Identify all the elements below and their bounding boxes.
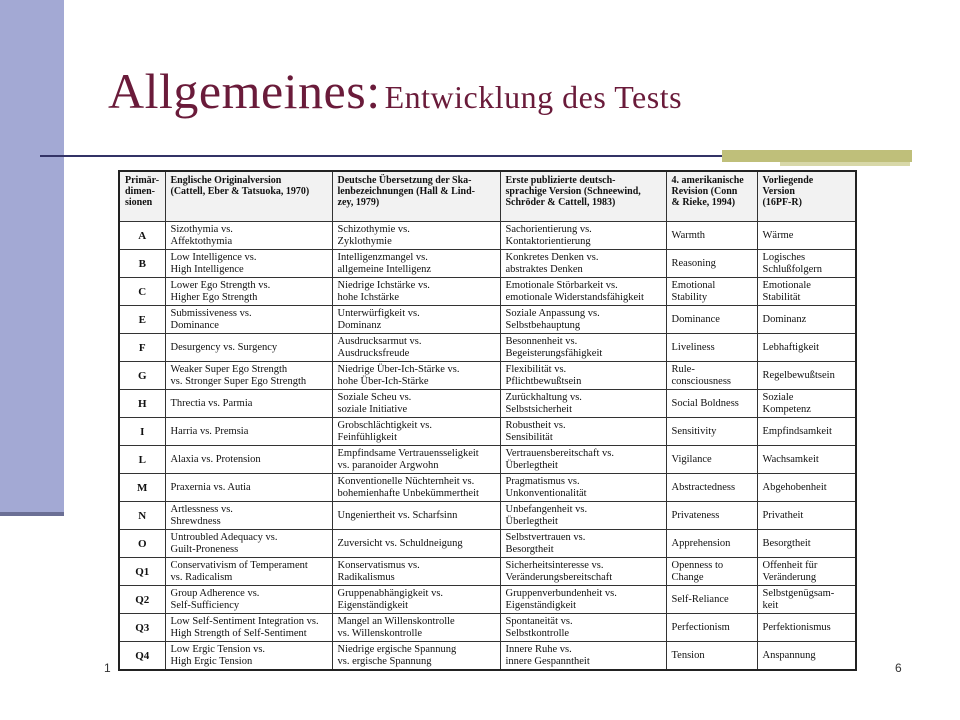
table-cell: Besonnenheit vs. Begeisterungsfähigkeit [500,334,666,362]
table-cell: Offenheit für Veränderung [757,558,856,586]
table-cell: Empfindsamkeit [757,418,856,446]
table-cell: Perfectionism [666,614,757,642]
table-cell: Besorgtheit [757,530,856,558]
table-cell: Low Ergic Tension vs. High Ergic Tension [165,642,332,671]
table-cell: Niedrige ergische Spannung vs. ergische Spannung [332,642,500,671]
table-cell: Empfindsame Vertrauensseligkeit vs. paranoider Argwohn [332,446,500,474]
dimension-code-cell: B [119,250,165,278]
table-cell: Soziale Anpassung vs. Selbstbehauptung [500,306,666,334]
table-cell: Niedrige Ichstärke vs. hohe Ichstärke [332,278,500,306]
slide-title-main: Allgemeines: [108,63,381,119]
table-row [119,474,856,502]
table-cell: Unbefangenheit vs. Überlegtheit [500,502,666,530]
table-cell: Alaxia vs. Protension [165,446,332,474]
table-cell: Regelbewußtsein [757,362,856,390]
table-cell: Soziale Scheu vs. soziale Initiative [332,390,500,418]
table-cell: Selbstgenügsam- keit [757,586,856,614]
table-cell: Innere Ruhe vs. innere Gespanntheit [500,642,666,671]
table-row [119,614,856,642]
table-cell: Sensitivity [666,418,757,446]
dimension-code-cell: Q4 [119,642,165,671]
dimension-code-cell: A [119,222,165,250]
table-cell: Dominanz [757,306,856,334]
table-cell: Schizothymie vs. Zyklothymie [332,222,500,250]
table-cell: Konservatismus vs. Radikalismus [332,558,500,586]
table-cell: Selbstvertrauen vs. Besorgtheit [500,530,666,558]
table-row [119,642,856,671]
table-cell: Intelligenzmangel vs. allgemeine Intelligenz [332,250,500,278]
table-cell: Sicherheitsinteresse vs. Veränderungsbereitschaft [500,558,666,586]
page-number: 6 [895,661,902,675]
table-cell: Ausdrucksarmut vs. Ausdrucksfreude [332,334,500,362]
table-header-cell: 4. amerikanische Revision (Conn & Rieke, 1994) [666,171,757,222]
table-cell: Sachorientierung vs. Kontaktorientierung [500,222,666,250]
table-header-cell: Erste publizierte deutsch- sprachige Version (Schneewind, Schröder & Cattell, 1983) [500,171,666,222]
table-cell: Flexibilität vs. Pflichtbewußtsein [500,362,666,390]
table-cell: Pragmatismus vs. Unkonventionalität [500,474,666,502]
table-cell: Gruppenabhängigkeit vs. Eigenständigkeit [332,586,500,614]
slide-title [108,62,682,120]
dimension-code-cell: C [119,278,165,306]
table-cell: Vertrauensbereitschaft vs. Überlegtheit [500,446,666,474]
title-accent-bar [722,150,912,162]
table-row [119,306,856,334]
table-cell: Konkretes Denken vs. abstraktes Denken [500,250,666,278]
table-cell: Sizothymia vs. Affektothymia [165,222,332,250]
table-cell: Reasoning [666,250,757,278]
table-row [119,390,856,418]
table-header-cell: Deutsche Übersetzung der Ska- lenbezeichnungen (Hall & Lind- zey, 1979) [332,171,500,222]
dimension-code-cell: H [119,390,165,418]
table-cell: Soziale Kompetenz [757,390,856,418]
table-cell: Social Boldness [666,390,757,418]
table-cell: Spontaneität vs. Selbstkontrolle [500,614,666,642]
table-row [119,530,856,558]
table-cell: Mangel an Willenskontrolle vs. Willenskontrolle [332,614,500,642]
table-cell: Submissiveness vs. Dominance [165,306,332,334]
title-accent-bar-light [780,162,910,166]
table-cell: Desurgency vs. Surgency [165,334,332,362]
dimension-code-cell: Q1 [119,558,165,586]
table-row [119,222,856,250]
table-cell: Privateness [666,502,757,530]
dimension-code-cell: F [119,334,165,362]
dimension-code-cell: E [119,306,165,334]
table-body [119,222,856,671]
table-cell: Conservativism of Temperament vs. Radicalism [165,558,332,586]
table-header-cell: Vorliegende Version (16PF-R) [757,171,856,222]
table-cell: Praxernia vs. Autia [165,474,332,502]
table-cell: Self-Reliance [666,586,757,614]
table-cell: Lebhaftigkeit [757,334,856,362]
table-cell: Low Self-Sentiment Integration vs. High Strength of Self-Sentiment [165,614,332,642]
table-cell: Wärme [757,222,856,250]
table-cell: Apprehension [666,530,757,558]
table-header-row [119,171,856,222]
table-cell: Openness to Change [666,558,757,586]
table-cell: Konventionelle Nüchternheit vs. bohemienhafte Unbekümmertheit [332,474,500,502]
dimension-code-cell: I [119,418,165,446]
table-cell: Liveliness [666,334,757,362]
table-cell: Privatheit [757,502,856,530]
table-cell: Unterwürfigkeit vs. Dominanz [332,306,500,334]
table-cell: Low Intelligence vs. High Intelligence [165,250,332,278]
table-row [119,334,856,362]
primary-dimensions-table [118,170,857,671]
table-cell: Grobschlächtigkeit vs. Feinfühligkeit [332,418,500,446]
table-cell: Rule- consciousness [666,362,757,390]
slide-title-sub: Entwicklung des Tests [384,79,683,115]
table-cell: Logisches Schlußfolgern [757,250,856,278]
slide-side-bar-edge [0,512,64,516]
dimension-code-cell: M [119,474,165,502]
table-cell: Zurückhaltung vs. Selbstsicherheit [500,390,666,418]
dimension-code-cell: G [119,362,165,390]
table-row [119,586,856,614]
table-cell: Gruppenverbundenheit vs. Eigenständigkeit [500,586,666,614]
table-cell: Zuversicht vs. Schuldneigung [332,530,500,558]
table-cell: Vigilance [666,446,757,474]
table-cell: Anspannung [757,642,856,671]
table-row [119,418,856,446]
dimension-code-cell: Q3 [119,614,165,642]
table-row [119,362,856,390]
table-cell: Abstractedness [666,474,757,502]
table-row [119,558,856,586]
table-row [119,278,856,306]
footer-left-text: 1 [104,661,111,675]
table-cell: Abgehobenheit [757,474,856,502]
dimension-code-cell: Q2 [119,586,165,614]
slide-side-bar [0,0,64,515]
table-cell: Wachsamkeit [757,446,856,474]
dimension-code-cell: N [119,502,165,530]
table-cell: Perfektionismus [757,614,856,642]
table-cell: Ungeniertheit vs. Scharfsinn [332,502,500,530]
table-cell: Untroubled Adequacy vs. Guilt-Proneness [165,530,332,558]
table-cell: Group Adherence vs. Self-Sufficiency [165,586,332,614]
dimension-code-cell: O [119,530,165,558]
table-header-cell: Englische Originalversion (Cattell, Eber & Tatsuoka, 1970) [165,171,332,222]
table-cell: Threctia vs. Parmia [165,390,332,418]
table-cell: Robustheit vs. Sensibilität [500,418,666,446]
dimension-code-cell: L [119,446,165,474]
scanned-table-image [110,168,858,696]
table-cell: Emotionale Störbarkeit vs. emotionale Widerstandsfähigkeit [500,278,666,306]
table-cell: Lower Ego Strength vs. Higher Ego Strength [165,278,332,306]
table-cell: Warmth [666,222,757,250]
table-cell: Artlessness vs. Shrewdness [165,502,332,530]
table-cell: Tension [666,642,757,671]
table-cell: Dominance [666,306,757,334]
table-cell: Harria vs. Premsia [165,418,332,446]
table-row [119,250,856,278]
table-row [119,446,856,474]
table-row [119,502,856,530]
table-cell: Emotionale Stabilität [757,278,856,306]
table-cell: Weaker Super Ego Strength vs. Stronger Super Ego Strength [165,362,332,390]
table-cell: Niedrige Über-Ich-Stärke vs. hohe Über-Ich-Stärke [332,362,500,390]
table-header-cell: Primär- dimen- sionen [119,171,165,222]
table-cell: Emotional Stability [666,278,757,306]
